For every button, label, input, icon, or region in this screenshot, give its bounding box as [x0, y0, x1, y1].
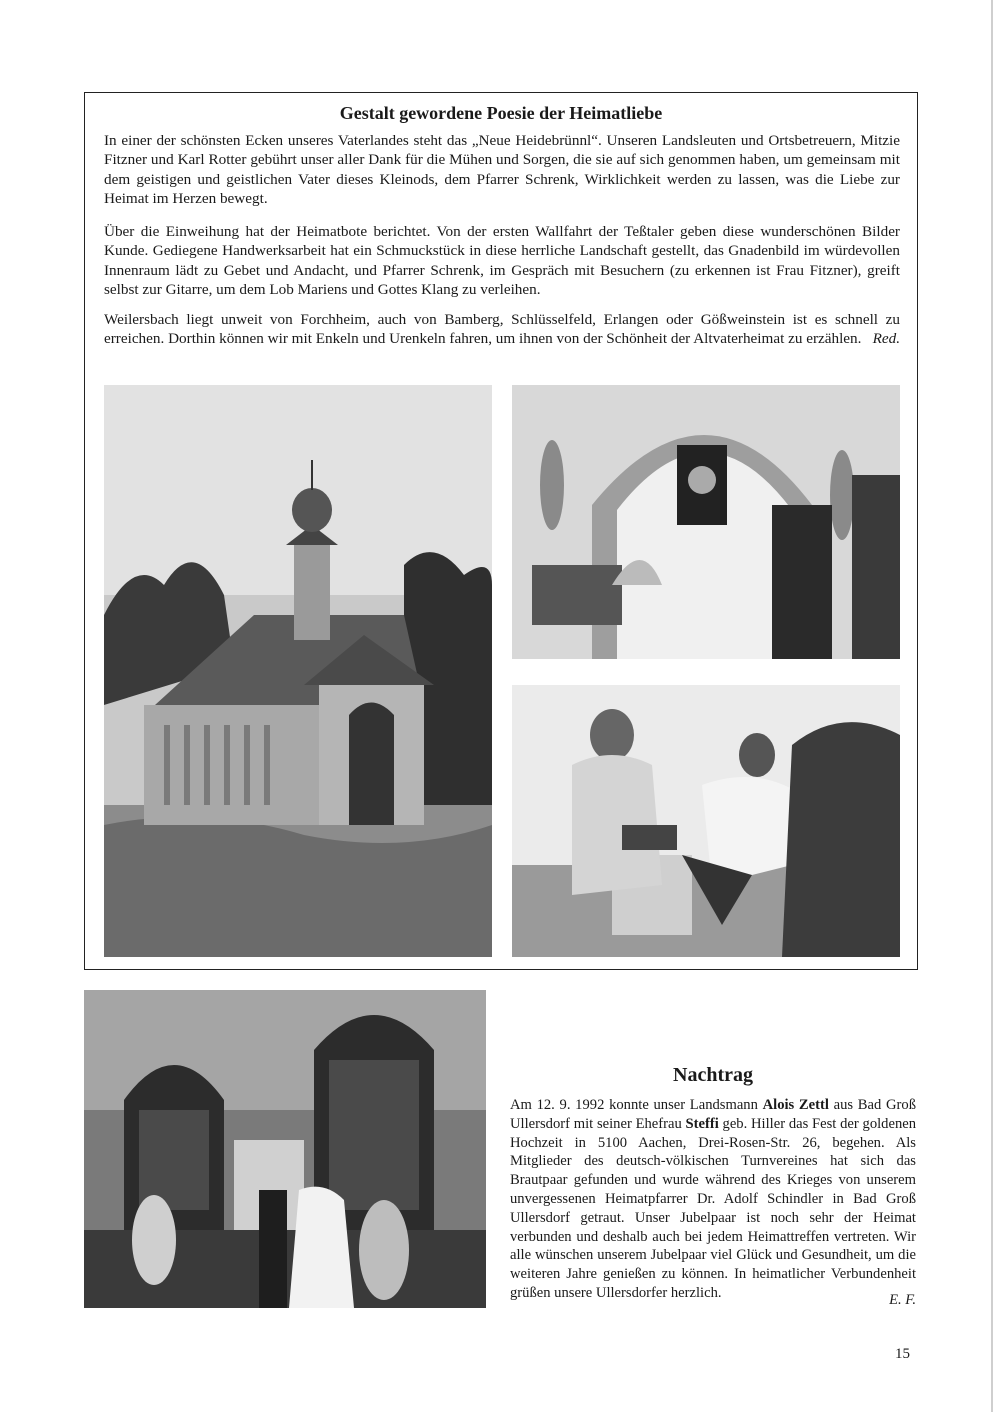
- nachtrag-text-1: Am 12. 9. 1992 konnte unser Landsmann: [510, 1097, 763, 1113]
- article-title: Gestalt gewordene Poesie der Heimatliebe: [339, 103, 663, 123]
- article-signature: Red.: [872, 330, 900, 348]
- page-number: 15: [895, 1346, 910, 1362]
- article-paragraph-3-text: Weilersbach liegt unweit von Forchheim, auch von Bamberg, Schlüsselfeld, Erlangen oder Gößweinstein ist es schnell zu erreichen. Dorthin können wir mit Enkeln und Urenkeln fahren, um ihnen von der Schönheit der Altvaterheimat zu erzählen.: [104, 311, 900, 348]
- nachtrag-text-2: aus Bad Groß Ullersdorf mit seiner Ehefrau: [510, 1097, 916, 1132]
- wedding-photo: [84, 990, 486, 1308]
- nachtrag-title: Nachtrag: [673, 1064, 753, 1086]
- nachtrag-body: [510, 1096, 916, 1303]
- page-edge-line: [991, 0, 993, 1412]
- visitors-photo: [512, 685, 900, 957]
- nachtrag-text-3: geb. Hiller das Fest der goldenen Hochzeit in 5100 Aachen, Drei-Rosen-Str. 26, begehen. Als Mitglieder des deutsch-völkischen Turnvereines hat sich das Brautpaar gefunden und wurde während des Krieges von unserem unvergessenen Heimatpfarrer Dr. Adolf Schindler in Bad Groß Ullersdorf getraut. Unser Jubelpaar ist noch sehr der Heimat verbunden und deshalb auch bei jedem Heimattreffen vertreten. Wir alle wünschen unserem Jubelpaar viel Glück und Gesundheit, um die weiteren Jahre genießen zu können. In heimatlicher Verbundenheit grüßen unsere Ullersdorfer herzlich.: [510, 1115, 917, 1301]
- nachtrag-name-1: Alois Zettl: [762, 1097, 829, 1113]
- article-paragraph-1: In einer der schönsten Ecken unseres Vaterlandes steht das „Neue Heidebrünnl“. Unseren Landsleuten und Ortsbetreuern, Mitzie Fitzner und Karl Rotter gebührt unser aller Dank für die Mühen und Sorgen, die sie auf sich genommen haben, um gemeinsam mit dem geistigen und geistlichen Vater dieses Kleinods, dem Pfarrer Schrenk, Wirklichkeit werden zu lassen, was die Liebe zur Heimat im Herzen bewegt.: [104, 132, 900, 208]
- article-paragraph-2: Über die Einweihung hat der Heimatbote berichtet. Von der ersten Wallfahrt der Teßtaler geben diese wunderschönen Bilder Kunde. Gediegene Handwerksarbeit hat ein Schmuckstück in diese herrliche Landschaft gestellt, das Gnadenbild im würdevollen Innenraum lädt zu Gebet und Andacht, und Pfarrer Schrenk, im Gespräch mit Besuchern (zu erkennen ist Frau Fitzner), greift selbst zur Gitarre, um dem Lob Mariens und Gottes Klang zu verleihen.: [104, 223, 900, 299]
- article-paragraph-3: [104, 310, 900, 349]
- nachtrag-name-2: Steffi: [685, 1115, 719, 1132]
- chapel-exterior-photo: [104, 385, 492, 957]
- nachtrag-signature: E. F.: [889, 1292, 916, 1308]
- chapel-interior-photo: [512, 385, 900, 659]
